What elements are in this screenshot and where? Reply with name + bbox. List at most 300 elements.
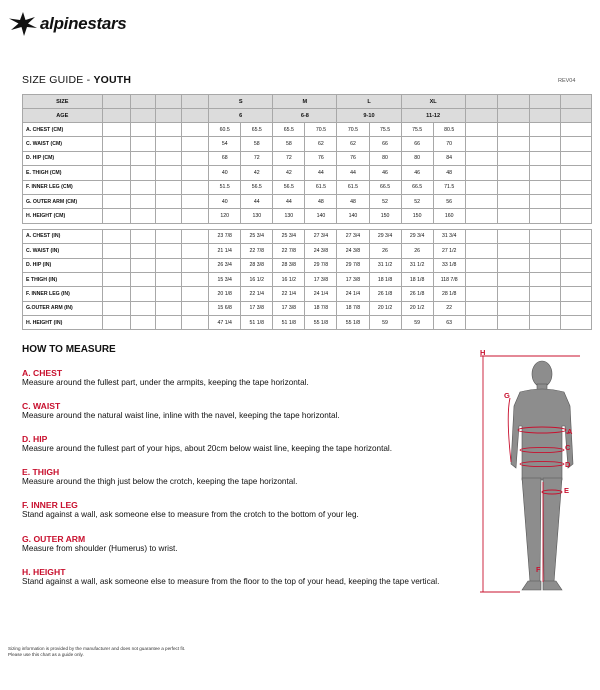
empty-cell <box>182 166 209 180</box>
empty-cell <box>465 180 497 194</box>
empty-cell <box>497 209 529 223</box>
empty-cell <box>560 301 591 315</box>
brand-logo <box>8 8 126 40</box>
row-label: C. WAIST (CM) <box>23 137 103 151</box>
row-label: D. HIP (IN) <box>23 258 103 272</box>
age-header-row <box>23 109 592 123</box>
value-cell: 31 1/2 <box>369 258 401 272</box>
footer-line-2: Please use this chart as a guide only. <box>8 652 84 657</box>
value-cell: 55 1/8 <box>305 316 337 330</box>
value-cell: 47 1/4 <box>209 316 241 330</box>
measure-item-outer-arm <box>22 534 452 554</box>
value-cell: 26 3/4 <box>209 258 241 272</box>
empty-cell <box>560 272 591 286</box>
measure-heading: H. HEIGHT <box>22 567 66 577</box>
empty-cell <box>156 258 182 272</box>
value-cell: 25 3/4 <box>241 229 273 243</box>
revision-label: REV04 <box>558 78 576 84</box>
value-cell: 44 <box>337 166 369 180</box>
empty-cell <box>156 194 182 208</box>
how-to-measure-title: HOW TO MEASURE <box>22 344 116 355</box>
empty-cell <box>130 194 156 208</box>
value-cell: 75.5 <box>369 123 401 137</box>
empty-cell <box>130 123 156 137</box>
measure-heading: D. HIP <box>22 434 48 444</box>
value-cell: 70 <box>433 137 465 151</box>
page-title <box>22 74 131 86</box>
value-cell: 20 1/8 <box>209 287 241 301</box>
brand-wordmark: alpinestars <box>40 14 127 33</box>
measure-item-inner-leg <box>22 500 452 520</box>
body-measurement-figure <box>470 346 598 611</box>
value-cell: 28 1/8 <box>433 287 465 301</box>
value-cell: 26 1/8 <box>369 287 401 301</box>
measurement-row <box>23 229 592 243</box>
empty-cell <box>529 166 560 180</box>
empty-cell <box>497 229 529 243</box>
empty-cell <box>529 194 560 208</box>
measurement-row <box>23 244 592 258</box>
empty-cell <box>560 166 591 180</box>
value-cell: 28 3/8 <box>273 258 305 272</box>
empty-cell <box>156 287 182 301</box>
empty-cell <box>130 229 156 243</box>
value-cell: 61.5 <box>305 180 337 194</box>
empty-cell <box>130 151 156 165</box>
empty-cell <box>560 151 591 165</box>
empty-cell <box>560 229 591 243</box>
empty-cell <box>156 209 182 223</box>
measure-item-chest <box>22 368 452 388</box>
row-label: E. THIGH (CM) <box>23 166 103 180</box>
value-cell: 44 <box>273 194 305 208</box>
empty-cell <box>497 151 529 165</box>
age-m: 6-8 <box>273 109 337 123</box>
empty-cell <box>102 287 130 301</box>
value-cell: 140 <box>305 209 337 223</box>
empty-cell <box>130 272 156 286</box>
empty-cell <box>102 194 130 208</box>
value-cell: 44 <box>241 194 273 208</box>
measurement-row <box>23 287 592 301</box>
value-cell: 70.5 <box>337 123 369 137</box>
empty-cell <box>130 180 156 194</box>
value-cell: 118 7/8 <box>433 272 465 286</box>
value-cell: 75.5 <box>401 123 433 137</box>
empty-cell <box>130 244 156 258</box>
empty-cell <box>130 287 156 301</box>
measure-heading: F. INNER LEG <box>22 500 78 510</box>
empty-cell <box>102 258 130 272</box>
value-cell: 42 <box>241 166 273 180</box>
row-label: F. INNER LEG (CM) <box>23 180 103 194</box>
empty-cell <box>529 123 560 137</box>
value-cell: 66 <box>401 137 433 151</box>
value-cell: 27 1/2 <box>433 244 465 258</box>
empty-cell <box>497 272 529 286</box>
value-cell: 48 <box>337 194 369 208</box>
value-cell: 24 3/8 <box>305 244 337 258</box>
size-l: L <box>337 95 401 109</box>
value-cell: 52 <box>369 194 401 208</box>
empty-cell <box>130 166 156 180</box>
measurement-row <box>23 180 592 194</box>
empty-cell <box>560 137 591 151</box>
measure-text: Stand against a wall, ask someone else to measure from the crotch to the bottom of your leg. <box>22 510 359 519</box>
value-cell: 15 3/4 <box>209 272 241 286</box>
value-cell: 40 <box>209 166 241 180</box>
value-cell: 17 3/8 <box>241 301 273 315</box>
age-l: 9-10 <box>337 109 401 123</box>
row-label: E THIGH (IN) <box>23 272 103 286</box>
empty-cell <box>529 316 560 330</box>
measure-heading: E. THIGH <box>22 467 60 477</box>
empty-cell <box>497 166 529 180</box>
value-cell: 25 3/4 <box>273 229 305 243</box>
empty-cell <box>560 258 591 272</box>
value-cell: 72 <box>273 151 305 165</box>
value-cell: 18 1/8 <box>369 272 401 286</box>
value-cell: 15 6/8 <box>209 301 241 315</box>
measure-text: Stand against a wall, ask someone else to measure from the floor to the top of your head, keeping the tape vertical. <box>22 577 440 586</box>
value-cell: 56.5 <box>273 180 305 194</box>
value-cell: 16 1/2 <box>241 272 273 286</box>
value-cell: 58 <box>241 137 273 151</box>
value-cell: 22 <box>433 301 465 315</box>
empty-cell <box>130 316 156 330</box>
value-cell: 84 <box>433 151 465 165</box>
value-cell: 130 <box>273 209 305 223</box>
title-main: YOUTH <box>93 74 132 86</box>
value-cell: 160 <box>433 209 465 223</box>
value-cell: 52 <box>401 194 433 208</box>
row-label: G.OUTER ARM (IN) <box>23 301 103 315</box>
empty-cell <box>182 244 209 258</box>
value-cell: 61.5 <box>337 180 369 194</box>
value-cell: 150 <box>401 209 433 223</box>
age-s: 6 <box>209 109 273 123</box>
measure-item-thigh <box>22 467 452 487</box>
age-xl: 11-12 <box>401 109 465 123</box>
value-cell: 29 3/4 <box>369 229 401 243</box>
value-cell: 56 <box>433 194 465 208</box>
footer-line-1: Sizing information is provided by the manufacturer and does not guarantee a perfect fit. <box>8 646 186 651</box>
value-cell: 16 1/2 <box>273 272 305 286</box>
value-cell: 44 <box>305 166 337 180</box>
measure-heading: G. OUTER ARM <box>22 534 86 544</box>
alpinestars-star-icon <box>8 11 38 37</box>
size-header-label: SIZE <box>23 95 103 109</box>
empty-cell <box>497 316 529 330</box>
value-cell: 18 7/8 <box>337 301 369 315</box>
empty-cell <box>497 287 529 301</box>
empty-cell <box>465 301 497 315</box>
measure-item-hip <box>22 434 452 454</box>
empty-cell <box>156 123 182 137</box>
size-table <box>22 94 592 330</box>
value-cell: 72 <box>241 151 273 165</box>
value-cell: 68 <box>209 151 241 165</box>
empty-cell <box>529 151 560 165</box>
empty-cell <box>156 166 182 180</box>
empty-cell <box>182 194 209 208</box>
empty-cell <box>497 123 529 137</box>
empty-cell <box>497 258 529 272</box>
value-cell: 17 3/8 <box>305 272 337 286</box>
empty-cell <box>182 209 209 223</box>
empty-cell <box>102 229 130 243</box>
footer-disclaimer <box>8 646 185 658</box>
empty-cell <box>156 151 182 165</box>
empty-cell <box>156 229 182 243</box>
row-label: F. INNER LEG (IN) <box>23 287 103 301</box>
empty-cell <box>102 123 130 137</box>
measurement-row <box>23 258 592 272</box>
empty-cell <box>130 209 156 223</box>
value-cell: 150 <box>369 209 401 223</box>
value-cell: 28 3/8 <box>241 258 273 272</box>
measure-item-height <box>22 567 452 587</box>
empty-cell <box>465 137 497 151</box>
title-prefix: SIZE GUIDE - <box>22 74 94 86</box>
value-cell: 62 <box>337 137 369 151</box>
measurement-row <box>23 209 592 223</box>
measurement-row <box>23 123 592 137</box>
empty-cell <box>102 180 130 194</box>
value-cell: 20 1/2 <box>401 301 433 315</box>
value-cell: 23 7/8 <box>209 229 241 243</box>
value-cell: 66.5 <box>369 180 401 194</box>
value-cell: 65.5 <box>241 123 273 137</box>
empty-cell <box>497 137 529 151</box>
value-cell: 63 <box>433 316 465 330</box>
size-m: M <box>273 95 337 109</box>
empty-cell <box>529 301 560 315</box>
measurement-row <box>23 194 592 208</box>
value-cell: 18 7/8 <box>305 301 337 315</box>
value-cell: 40 <box>209 194 241 208</box>
measurement-row <box>23 272 592 286</box>
measurement-row <box>23 137 592 151</box>
value-cell: 21 1/4 <box>209 244 241 258</box>
empty-cell <box>182 316 209 330</box>
value-cell: 80 <box>369 151 401 165</box>
empty-cell <box>560 123 591 137</box>
measurement-row <box>23 316 592 330</box>
size-xl: XL <box>401 95 465 109</box>
label-a: A <box>567 427 573 436</box>
empty-cell <box>465 229 497 243</box>
value-cell: 20 1/2 <box>369 301 401 315</box>
value-cell: 22 7/8 <box>273 244 305 258</box>
empty-cell <box>156 272 182 286</box>
value-cell: 55 1/8 <box>337 316 369 330</box>
size-s: S <box>209 95 273 109</box>
value-cell: 51 1/8 <box>273 316 305 330</box>
empty-cell <box>156 244 182 258</box>
empty-cell <box>529 272 560 286</box>
value-cell: 33 1/8 <box>433 258 465 272</box>
empty-cell <box>156 137 182 151</box>
empty-cell <box>529 258 560 272</box>
value-cell: 66.5 <box>401 180 433 194</box>
empty-cell <box>130 301 156 315</box>
label-e: E <box>564 486 570 495</box>
value-cell: 70.5 <box>305 123 337 137</box>
measurement-row <box>23 166 592 180</box>
value-cell: 80 <box>401 151 433 165</box>
empty-cell <box>130 258 156 272</box>
measure-text: Measure around the natural waist line, inline with the navel, keeping the tape horizontal. <box>22 411 340 420</box>
label-c: C <box>565 443 571 452</box>
value-cell: 24 3/8 <box>337 244 369 258</box>
value-cell: 59 <box>369 316 401 330</box>
size-table-body <box>23 95 592 330</box>
value-cell: 48 <box>305 194 337 208</box>
value-cell: 60.5 <box>209 123 241 137</box>
value-cell: 51 1/8 <box>241 316 273 330</box>
row-label: H. HEIGHT (CM) <box>23 209 103 223</box>
empty-cell <box>465 209 497 223</box>
empty-cell <box>465 258 497 272</box>
value-cell: 130 <box>241 209 273 223</box>
suit-figure <box>511 361 573 590</box>
empty-cell <box>560 244 591 258</box>
empty-cell <box>102 244 130 258</box>
empty-cell <box>102 301 130 315</box>
value-cell: 58 <box>273 137 305 151</box>
value-cell: 31 3/4 <box>433 229 465 243</box>
value-cell: 17 3/8 <box>337 272 369 286</box>
value-cell: 80.5 <box>433 123 465 137</box>
empty-cell <box>465 287 497 301</box>
value-cell: 65.5 <box>273 123 305 137</box>
value-cell: 46 <box>401 166 433 180</box>
value-cell: 48 <box>433 166 465 180</box>
value-cell: 29 7/8 <box>305 258 337 272</box>
value-cell: 29 7/8 <box>337 258 369 272</box>
empty-cell <box>529 180 560 194</box>
empty-cell <box>182 301 209 315</box>
empty-cell <box>497 244 529 258</box>
row-label: A. CHEST (IN) <box>23 229 103 243</box>
empty-cell <box>182 123 209 137</box>
empty-cell <box>102 166 130 180</box>
empty-cell <box>102 316 130 330</box>
row-label: H. HEIGHT (IN) <box>23 316 103 330</box>
measure-text: Measure around the thigh just below the crotch, keeping the tape horizontal. <box>22 477 298 486</box>
empty-cell <box>102 137 130 151</box>
empty-cell <box>529 229 560 243</box>
value-cell: 17 3/8 <box>273 301 305 315</box>
empty-cell <box>465 151 497 165</box>
empty-cell <box>465 194 497 208</box>
empty-cell <box>156 301 182 315</box>
value-cell: 24 1/4 <box>305 287 337 301</box>
value-cell: 54 <box>209 137 241 151</box>
value-cell: 22 1/4 <box>273 287 305 301</box>
row-label: A. CHEST (CM) <box>23 123 103 137</box>
empty-cell <box>560 180 591 194</box>
empty-cell <box>465 316 497 330</box>
empty-cell <box>529 209 560 223</box>
empty-cell <box>560 316 591 330</box>
label-f: F <box>536 565 541 574</box>
value-cell: 59 <box>401 316 433 330</box>
row-label: G. OUTER ARM (CM) <box>23 194 103 208</box>
value-cell: 26 <box>369 244 401 258</box>
empty-cell <box>465 244 497 258</box>
measurement-row <box>23 151 592 165</box>
empty-cell <box>156 180 182 194</box>
age-header-label: AGE <box>23 109 103 123</box>
empty-cell <box>497 194 529 208</box>
value-cell: 46 <box>369 166 401 180</box>
row-label: D. HIP (CM) <box>23 151 103 165</box>
empty-cell <box>560 287 591 301</box>
measure-item-waist <box>22 401 452 421</box>
value-cell: 31 1/2 <box>401 258 433 272</box>
size-header-row <box>23 95 592 109</box>
value-cell: 22 1/4 <box>241 287 273 301</box>
empty-cell <box>102 209 130 223</box>
empty-cell <box>182 229 209 243</box>
value-cell: 26 1/8 <box>401 287 433 301</box>
empty-cell <box>529 137 560 151</box>
value-cell: 18 1/8 <box>401 272 433 286</box>
empty-cell <box>560 209 591 223</box>
value-cell: 27 3/4 <box>305 229 337 243</box>
empty-cell <box>102 151 130 165</box>
value-cell: 42 <box>273 166 305 180</box>
value-cell: 120 <box>209 209 241 223</box>
value-cell: 62 <box>305 137 337 151</box>
value-cell: 140 <box>337 209 369 223</box>
empty-cell <box>182 287 209 301</box>
empty-cell <box>465 272 497 286</box>
empty-cell <box>130 137 156 151</box>
value-cell: 71.5 <box>433 180 465 194</box>
measure-text: Measure from shoulder (Humerus) to wrist. <box>22 544 178 553</box>
value-cell: 76 <box>305 151 337 165</box>
value-cell: 27 3/4 <box>337 229 369 243</box>
empty-cell <box>156 316 182 330</box>
empty-cell <box>465 123 497 137</box>
empty-cell <box>182 272 209 286</box>
value-cell: 66 <box>369 137 401 151</box>
measure-heading: A. CHEST <box>22 368 63 378</box>
empty-cell <box>497 180 529 194</box>
empty-cell <box>102 272 130 286</box>
measure-text: Measure around the fullest part of your hips, about 20cm below waist line, keeping the tape horizontal. <box>22 444 393 453</box>
measure-heading: C. WAIST <box>22 401 61 411</box>
label-h: H <box>480 348 486 357</box>
empty-cell <box>182 180 209 194</box>
empty-cell <box>182 151 209 165</box>
value-cell: 29 3/4 <box>401 229 433 243</box>
measurement-row <box>23 301 592 315</box>
empty-cell <box>529 244 560 258</box>
empty-cell <box>497 301 529 315</box>
value-cell: 76 <box>337 151 369 165</box>
value-cell: 56.5 <box>241 180 273 194</box>
label-d: D <box>565 460 571 469</box>
value-cell: 51.5 <box>209 180 241 194</box>
row-label: C. WAIST (IN) <box>23 244 103 258</box>
label-g: G <box>504 391 510 400</box>
value-cell: 22 7/8 <box>241 244 273 258</box>
empty-cell <box>560 194 591 208</box>
